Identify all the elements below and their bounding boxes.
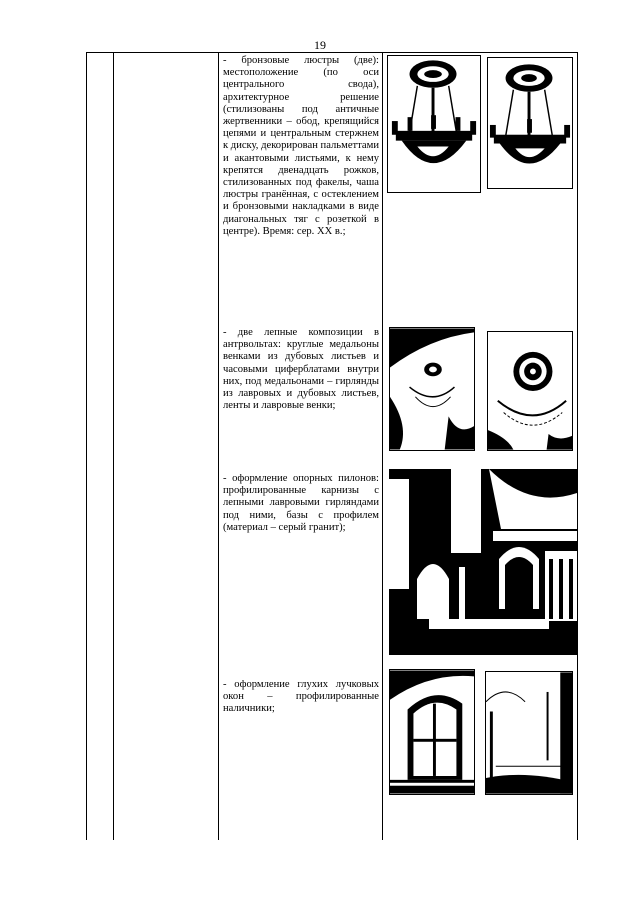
monument-table — [86, 52, 578, 840]
window-photo-2 — [485, 671, 573, 795]
window-image — [486, 672, 572, 794]
chandelier-image — [488, 58, 572, 188]
chandelier-photo-1 — [387, 55, 481, 193]
chandelier-photo-2 — [487, 57, 573, 189]
window-photo-1 — [389, 669, 475, 795]
page-number: 19 — [314, 38, 326, 52]
stucco-medallion-photo-1 — [389, 327, 475, 451]
pylons-image — [389, 469, 577, 655]
item-stucco-text: - две лепные композиции в антрвольтах: круглые медальоны венками из дубовых листьев и часовыми циферблатами внутри них, под медальонами – гирлянды из лавровых и дубовых листьев, ленты и лавровые венки; — [223, 327, 379, 412]
column-divider — [218, 53, 219, 840]
item-chandeliers-text: - бронзовые люстры (две): местоположение (по оси центрального свода), архитектурное решение (стилизованы под античные жертвенники – обод, крепящийся цепями и центральным стержнем к диску, декорирован пальметтами и акантовыми листьями, к нему крепятся двенадцать рожков, стилизованных под факелы, чаша люстры гранённая, с остеклением и бронзовыми накладками в виде диагональных тяг с розеткой в центре). Время: сер. XX в.; — [223, 55, 379, 237]
medallion-image — [390, 328, 474, 450]
stucco-medallion-photo-2 — [487, 331, 573, 451]
chandelier-image — [388, 56, 480, 192]
medallion-image — [488, 332, 572, 450]
column-divider — [382, 53, 383, 840]
item-pylons-text: - оформление опорных пилонов: профилированные карнизы с лепными лавровыми гирляндами под ними, базы с профилем (материал – серый гранит); — [223, 473, 379, 533]
item-windows-text: - оформление глухих лучковых окон – профилированные наличники; — [223, 679, 379, 715]
window-image — [390, 670, 474, 794]
pylons-photo — [389, 469, 577, 655]
column-divider — [113, 53, 114, 840]
